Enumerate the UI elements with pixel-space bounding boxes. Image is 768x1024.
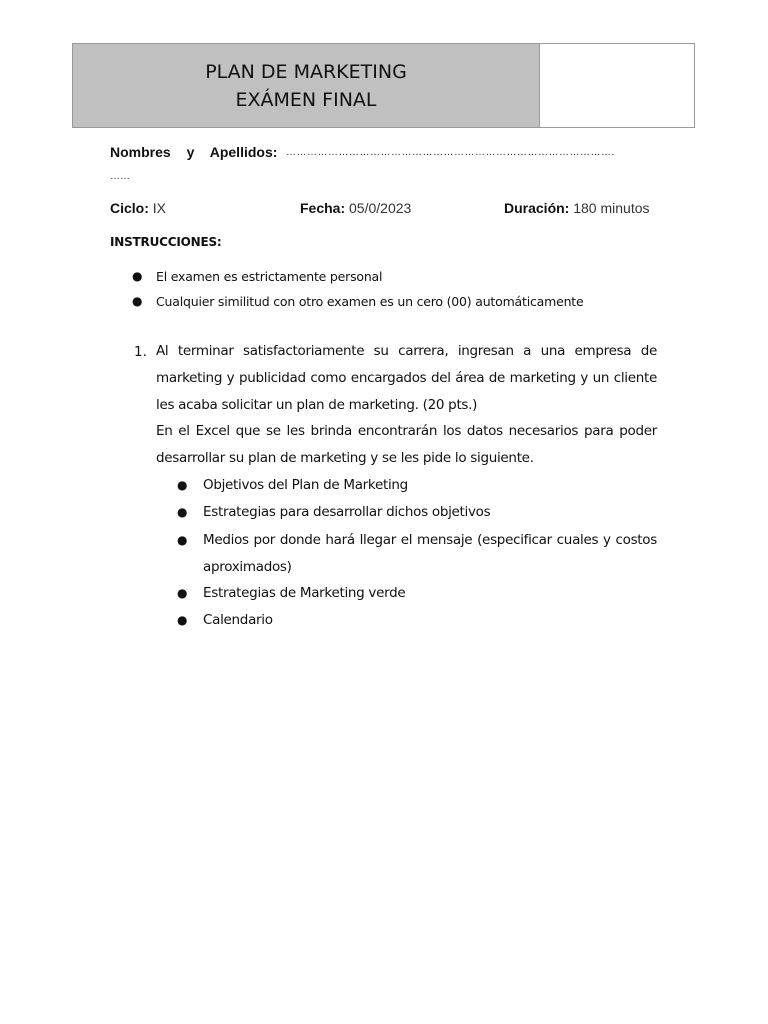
bullet-icon: ● bbox=[177, 478, 188, 492]
task-text: Estrategias para desarrollar dichos objetivos bbox=[203, 504, 491, 520]
bullet-icon: ● bbox=[177, 613, 188, 627]
question-paragraph: Al terminar satisfactoriamente su carrera, ingresan a una empresa de marketing y publicidad como encargados del área de marketing y un cliente les acaba solicitar un plan de marketing. (20 pts.) bbox=[156, 343, 657, 413]
document-subtitle: EXÁMEN FINAL bbox=[235, 88, 377, 111]
task-list-item bbox=[177, 472, 657, 499]
instruction-item bbox=[132, 269, 383, 284]
name-fill-line: …………………………………………………………………………………. bbox=[286, 147, 615, 158]
document-title: PLAN DE MARKETING bbox=[205, 60, 407, 83]
duracion-label: Duración: bbox=[504, 200, 570, 216]
task-text: Objetivos del Plan de Marketing bbox=[203, 477, 408, 493]
bullet-icon: ● bbox=[132, 294, 143, 308]
bullet-icon: ● bbox=[177, 505, 188, 519]
ciclo-field bbox=[110, 200, 166, 216]
header-blank-cell bbox=[540, 44, 694, 127]
duracion-value: 180 minutos bbox=[573, 200, 650, 216]
instruction-text: Cualquier similitud con otro examen es un cero (00) automáticamente bbox=[156, 294, 584, 309]
bullet-icon: ● bbox=[177, 586, 188, 600]
task-list-item bbox=[177, 607, 657, 634]
ciclo-value: IX bbox=[152, 200, 167, 216]
name-label: Nombres y Apellidos: bbox=[110, 144, 278, 160]
task-list-item bbox=[177, 499, 657, 526]
header-title-cell bbox=[73, 44, 540, 127]
duracion-field bbox=[504, 200, 650, 216]
task-list-item bbox=[177, 527, 657, 581]
task-list-item bbox=[177, 580, 657, 607]
fecha-field bbox=[300, 200, 411, 216]
fecha-value: 05/0/2023 bbox=[349, 200, 412, 216]
bullet-icon: ● bbox=[132, 269, 143, 283]
name-fill-line-continued: …… bbox=[110, 171, 130, 182]
header-table bbox=[72, 43, 695, 128]
name-row bbox=[110, 144, 277, 160]
ciclo-label: Ciclo: bbox=[110, 200, 149, 216]
instruction-item bbox=[132, 294, 584, 309]
task-text: Medios por donde hará llegar el mensaje (especificar cuales y costos aproximados) bbox=[203, 532, 657, 575]
instruction-text: El examen es estrictamente personal bbox=[156, 269, 383, 284]
question-paragraph: En el Excel que se les brinda encontrarán los datos necesarios para poder desarrollar su plan de marketing y se les pide lo siguiente. bbox=[156, 423, 657, 466]
task-text: Estrategias de Marketing verde bbox=[203, 585, 406, 601]
fecha-label: Fecha: bbox=[300, 200, 346, 216]
bullet-icon: ● bbox=[177, 533, 188, 547]
task-text: Calendario bbox=[203, 612, 273, 628]
question-number: 1. bbox=[134, 344, 147, 360]
instructions-heading: INSTRUCCIONES: bbox=[110, 235, 222, 249]
